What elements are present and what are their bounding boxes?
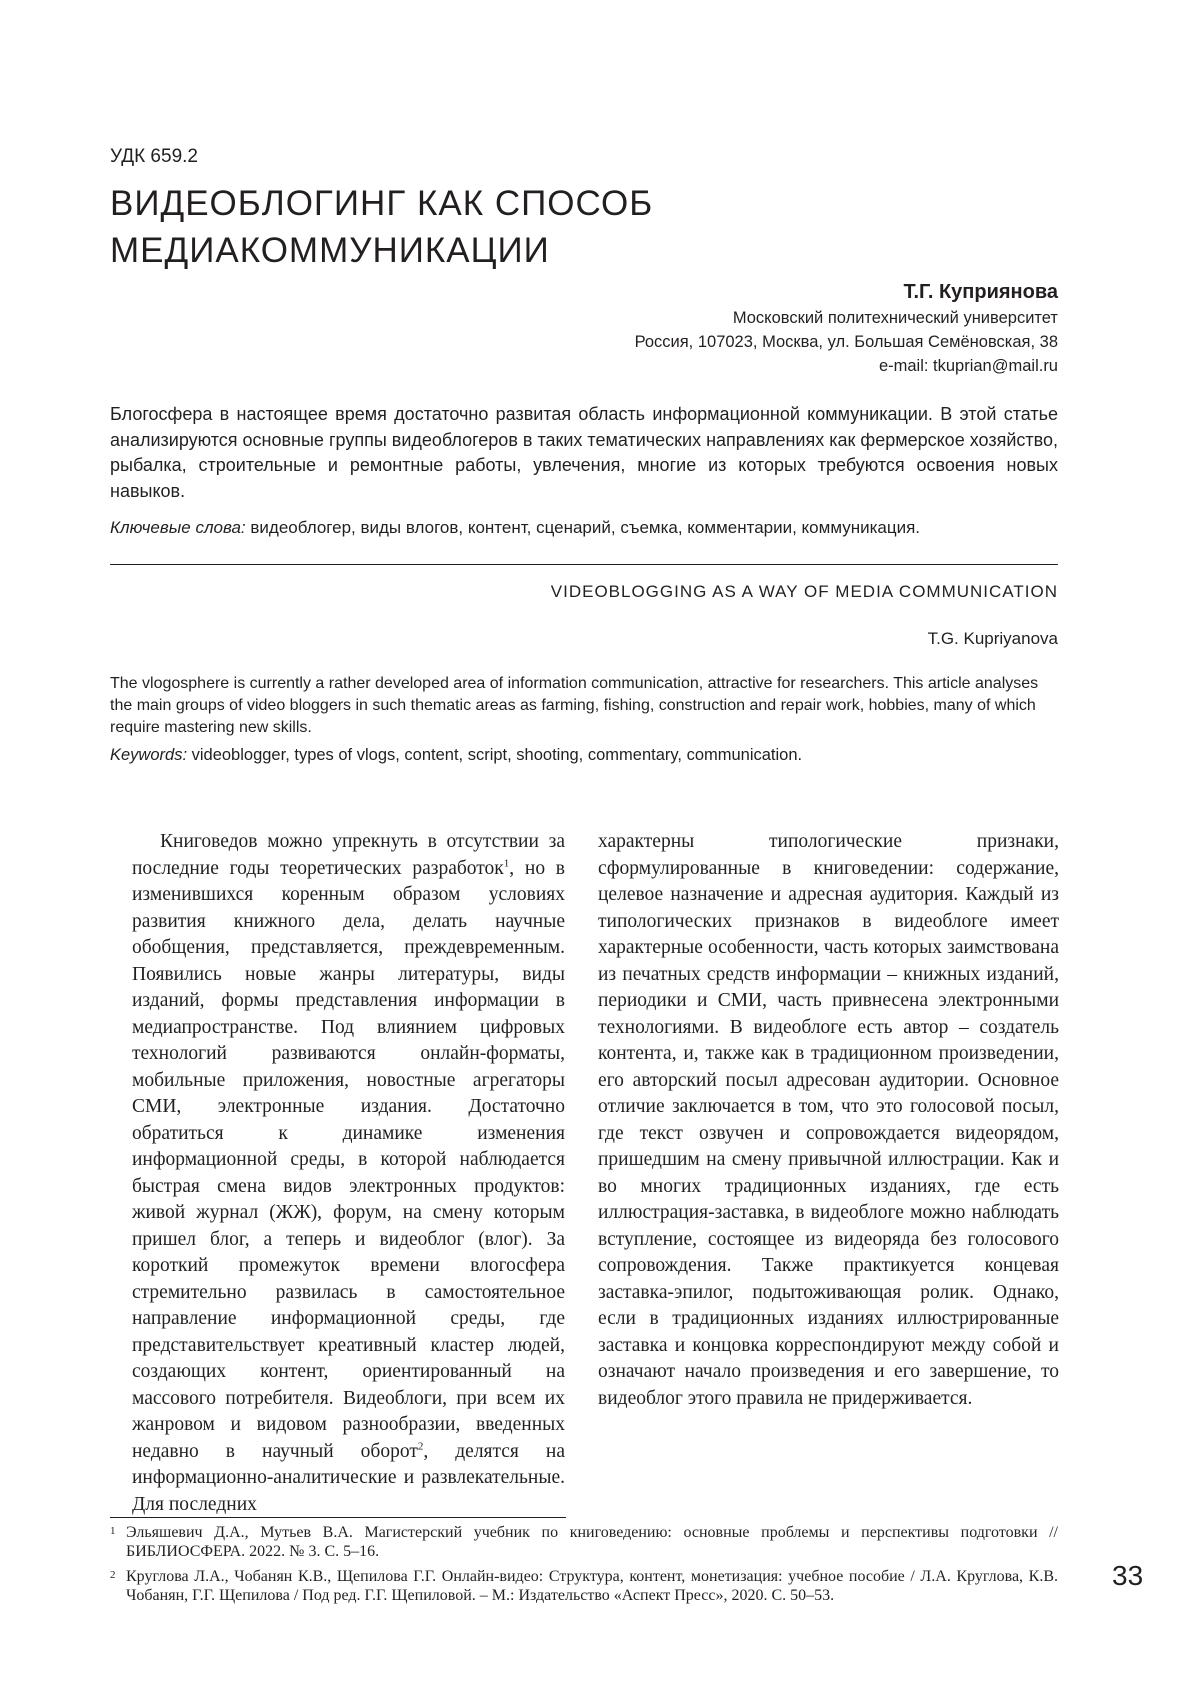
author-address: Россия, 107023, Москва, ул. Большая Семёновская, 38 — [634, 333, 1058, 351]
author-name: Т.Г. Куприянова — [903, 281, 1058, 303]
section-divider — [110, 564, 1058, 565]
footnote-2-number: 2 — [110, 1569, 116, 1581]
abstract-en: The vlogosphere is currently a rather developed area of information communication, attractive for researchers. This article analyses the main groups of video bloggers in such thematic areas as farming, fishing, construction and repair work, hobbies, many of which require mastering new skills. — [110, 675, 1039, 736]
english-title: VIDEOBLOGGING AS A WAY OF MEDIA COMMUNICATION — [550, 582, 1058, 601]
footnote-rule — [110, 1517, 566, 1518]
keywords-ru-text: видеоблогер, виды влогов, контент, сценарий, съемка, комментарии, коммуникация. — [245, 518, 921, 537]
abstract-ru: Блогосфера в настоящее время достаточно развитая область информационной коммуникации. В этой статье анализируются основные группы видеоблогеров в таких тематических направлениях как фермерское хозяйство, рыбалка, строительные и ремонтные работы, увлечения, многие из которых требуются освоения новых навыков. — [110, 404, 1058, 501]
footnote-ref-2[interactable]: 2 — [417, 1440, 424, 1452]
keywords-ru — [110, 516, 1058, 540]
article-title — [110, 180, 653, 274]
body-left-part-3: , делятся на информационно-аналитические и развлекательные. Для последних — [132, 1440, 565, 1515]
footnote-2 — [110, 1568, 1058, 1605]
author-affiliation: Московский политехнический университет — [732, 309, 1058, 327]
keywords-en-label: Keywords: — [110, 746, 188, 764]
keywords-en-text: videoblogger, types of vlogs, content, script, shooting, commentary, communication. — [187, 746, 803, 764]
keywords-ru-label: Ключевые слова: — [110, 518, 246, 537]
body-left-part-1: Книговедов можно упрекнуть в отсутствии за последние годы теоретических разработок — [132, 831, 565, 879]
page-number: 33 — [1112, 1560, 1144, 1591]
author-email: e-mail: tkuprian@mail.ru — [878, 357, 1058, 375]
body-column-right: характерны типологические признаки, сформулированные в книговедении: содержание, целевое назначение и адресная аудитория. Каждый из типологических признаков в видеоблоге имеет характерные особенности, часть которых заимствована из печатных средств информации – книжных изданий, периодики и СМИ, часть привнесена электронными технологиями. В видеоблоге есть автор – создатель контента, и, также как в традиционном произведении, его авторский посыл адресован аудитории. Основное отличие заключается в том, что это голосовой посыл, где текст озвучен и сопровождается видеорядом, пришедшим на смену привычной иллюстрации. Как и во многих традиционных изданиях, где есть иллюстрация-заставка, в видеоблоге можно наблюдать вступление, состоящее из видеоряда без голосового сопровождения. Также практикуется концевая заставка-эпилог, подытоживающая ролик. Однако, если в традиционных изданиях иллюстрированные заставка и концовка корреспондируют между собой и означают начало произведения и его завершение, то видеоблог этого правила не придерживается. — [598, 831, 1059, 1409]
footnote-ref-1[interactable]: 1 — [503, 857, 510, 869]
author-block — [635, 278, 1058, 378]
footnote-1-number: 1 — [110, 1525, 116, 1537]
title-line-2: МЕДИАКОММУНИКАЦИИ — [110, 231, 550, 270]
body-left-part-2: , но в изменившихся коренным образом условиях развития книжного дела, делать научные обобщения, представляется, преждевременным. Появились новые жанры литературы, виды изданий, формы представления информации в медиапространстве. Под влиянием цифровых технологий развиваются онлайн-форматы, мобильные приложения, новостные агрегаторы СМИ, электронные издания. Достаточно обратиться к динамике изменения информационной среды, в которой наблюдается быстрая смена видов электронных продуктов: живой журнал (ЖЖ), форум, на смену которым пришел блог, а теперь и видеоблог (влог). За короткий промежуток времени влогосфера стремительно развилась в самостоятельное направление информационной среды, где представительствует креативный кластер людей, создающих контент, ориентированный на массового потребителя. Видеоблоги, при всем их жанровом и видовом разнообразии, введенных недавно в научный оборот — [132, 857, 565, 1462]
udk-code: УДК 659.2 — [110, 146, 198, 167]
footnote-2-text: Круглова Л.А., Чобанян К.В., Щепилова Г.Г. Онлайн-видео: Структура, контент, монетизация: учебное пособие / Л.А. Круглова, К.В. Чобанян, Г.Г. Щепилова / Под ред. Г.Г. Щепиловой. – М.: Издательство «Аспект Пресс», 2020. С. 50–53. — [126, 1568, 1058, 1604]
footnote-1 — [110, 1524, 1058, 1561]
keywords-en — [110, 746, 1058, 765]
english-author: T.G. Kupriyanova — [927, 629, 1058, 648]
title-line-1: ВИДЕОБЛОГИНГ КАК СПОСОБ — [110, 184, 654, 223]
body-column-left — [132, 829, 565, 1518]
footnote-1-text: Эльяшевич Д.А., Мутьев В.А. Магистерский учебник по книговедению: основные проблемы и перспективы подготовки // БИБЛИОСФЕРА. 2022. № 3. С. 5–16. — [126, 1524, 1058, 1560]
